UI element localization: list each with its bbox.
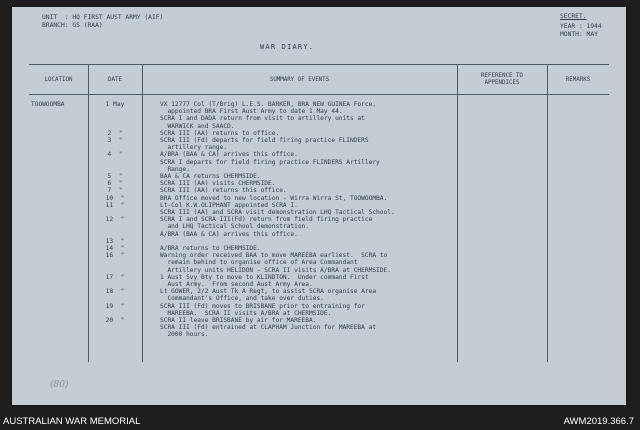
entry-summary-line: Artillery units HELIDON - SCRA II visits A/BRA at CHERMSIDE. bbox=[160, 266, 391, 274]
entry-summary-line: remain behind to organise office of Area Commandant bbox=[160, 259, 358, 267]
entry-date: 3 " bbox=[107, 137, 123, 144]
entry-summary-line: A/BRA (BAA & CA) arrives this office. bbox=[160, 230, 298, 238]
entry-summary-line: SCRA I departs for field firing practice FLINDERS Artillery bbox=[160, 158, 380, 166]
entry-summary-line: 2000 hours. bbox=[160, 331, 209, 339]
entry-date: 18 " bbox=[105, 288, 125, 296]
entry-date: 17 " bbox=[105, 273, 125, 281]
entry-summary-line: SCRA III (Fd) entrained at CLAPHAM Junction for MAREEBA at bbox=[160, 324, 377, 332]
branch-line: BRANCH: GS (RAA) bbox=[42, 22, 103, 29]
accession-number: AWM2019.366.7 bbox=[563, 416, 634, 427]
entry-summary-line: and LHQ Tactical School demonstration. bbox=[160, 223, 310, 231]
column-divider bbox=[88, 64, 89, 362]
entry-date: 14 " bbox=[105, 245, 125, 252]
entry-date: 16 " bbox=[105, 252, 125, 260]
entry-date: 10 " bbox=[105, 194, 125, 202]
entry-date: 11 " bbox=[105, 201, 125, 209]
entry-date: 13 " bbox=[105, 237, 125, 245]
entry-summary-line: SCRA III (AA) returns to office. bbox=[160, 129, 280, 137]
classification-marking: SECRET. bbox=[560, 13, 587, 20]
column-header-date: DATE bbox=[108, 77, 122, 83]
entry-summary-line: appointed BRA First Aust Army to date 1 May 44. bbox=[160, 108, 343, 116]
entry-date: 5 " bbox=[107, 173, 123, 180]
entry-summary-line: SCRA II leave BRISBANE by air for MAREEBA. bbox=[160, 317, 317, 324]
entry-summary-line: WARWICK and SAACD. bbox=[160, 122, 235, 130]
column-header-summary: SUMMARY OF EVENTS bbox=[269, 77, 330, 83]
column-header-location: LOCATION bbox=[44, 77, 73, 83]
entry-date: 6 " bbox=[107, 180, 123, 188]
entry-summary-line: Warning order received BAA to move MAREEBA earliest. SCRA to bbox=[160, 252, 388, 260]
entry-summary-line: SCRA III (Fd) moves to BRISBANE prior to entraining for bbox=[160, 302, 365, 310]
page-title: WAR DIARY. bbox=[260, 43, 315, 51]
column-divider bbox=[547, 64, 548, 362]
unit-line: UNIT : HQ FIRST AUST ARMY (AIF) bbox=[42, 14, 164, 21]
entry-summary-line: VX 12777 Col (T/Brig) L.E.S. BARKER, BRA NEW GUINEA Force, bbox=[160, 101, 377, 108]
entry-summary-line: SCRA I and DADA return from visit to artillery units at bbox=[160, 115, 365, 123]
entry-summary-line: Lt-Col K.W.OLIPHANT appointed SCRA I. bbox=[160, 201, 298, 209]
entry-summary-line: A/BRA (BAA & CA) arrives this office. bbox=[160, 151, 298, 159]
entry-summary-line: Lt GOWER, 2/2 Aust Tk A Regt, to assist SCRA organise Area bbox=[160, 288, 377, 296]
entry-summary-line: SCRA III (AA) and SCRA visit demonstration LHQ Tactical School. bbox=[160, 209, 395, 216]
column-divider bbox=[142, 64, 143, 362]
archive-footer bbox=[0, 412, 640, 430]
column-header-remarks: REMARKS bbox=[565, 77, 591, 83]
entry-date: 4 " bbox=[107, 151, 123, 159]
entry-date: 1 May bbox=[105, 101, 125, 108]
entry-date: 7 " bbox=[107, 187, 123, 195]
entry-date: 12 " bbox=[105, 216, 125, 224]
entry-summary-line: Aust Army. From second Aust Army Area. bbox=[160, 281, 313, 288]
entry-summary-line: A/BRA returns to CHERMSIDE. bbox=[160, 245, 261, 252]
entry-summary-line: MAREEBA. SCRA II visits A/BRA at CHERMSIDE. bbox=[160, 309, 332, 317]
entry-summary-line: SCRA III (Fd) departs for field firing practice FLINDERS bbox=[160, 137, 369, 144]
entry-summary-line: SCRA III (AA) visits CHERMSIDE. bbox=[160, 180, 276, 188]
entry-summary-line: artillery range. bbox=[160, 144, 228, 152]
entry-date: 2 " bbox=[107, 129, 123, 137]
entry-summary-line: Commandant's Office, and take over duties. bbox=[160, 295, 324, 303]
column-header-reference: REFERENCE TO APPENDICES bbox=[481, 73, 523, 86]
archive-name: AUSTRALIAN WAR MEMORIAL bbox=[3, 416, 141, 427]
entry-date: 19 " bbox=[105, 302, 125, 310]
entry-date: 20 " bbox=[105, 317, 125, 324]
entry-summary-line: Range. bbox=[160, 165, 190, 173]
year-line: YEAR : 1944 bbox=[560, 23, 602, 30]
entry-summary-line: SCRA III (AA) returns this office. bbox=[160, 187, 287, 195]
entry-summary-line: BRA Office moved to new location - Wirra Wirra St, TOOWOOMBA. bbox=[160, 194, 388, 202]
table-top-rule bbox=[29, 64, 609, 65]
diary-sheet bbox=[12, 7, 626, 405]
month-line: MONTH: MAY bbox=[560, 31, 598, 38]
column-divider bbox=[457, 64, 458, 362]
entry-location: TOOWOOMBA bbox=[31, 101, 65, 108]
entry-summary-line: 1 Aust Svy Bty to move to KLINDTON. Under command First bbox=[160, 273, 369, 281]
pencil-annotation: (80) bbox=[50, 380, 69, 390]
table-header-rule bbox=[29, 94, 609, 95]
entry-summary-line: SCRA I and SCRA III(Fd) return from field firing practice bbox=[160, 216, 373, 224]
entry-summary-line: BAA & CA returns CHERMSIDE. bbox=[160, 173, 261, 180]
